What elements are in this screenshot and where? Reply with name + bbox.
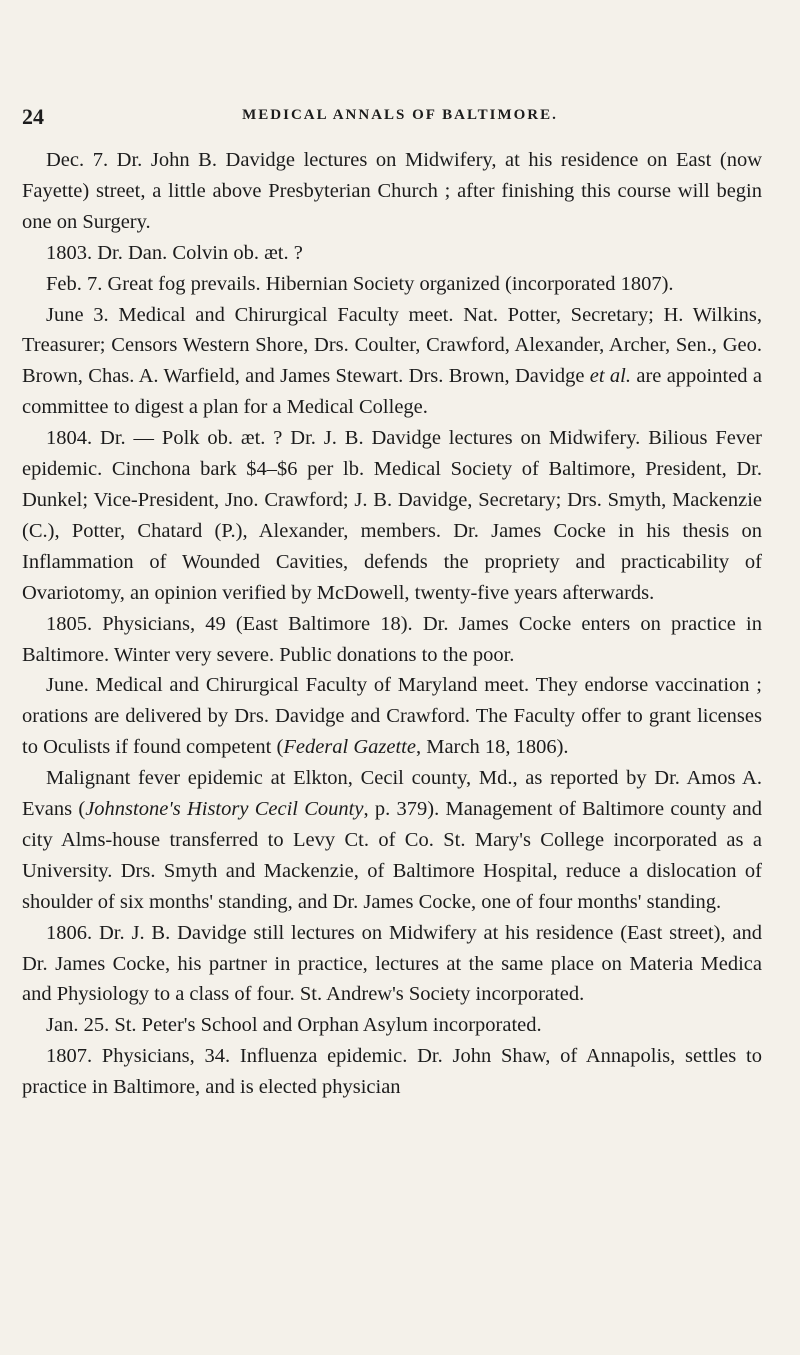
running-head: MEDICAL ANNALS OF BALTIMORE. <box>242 107 558 123</box>
paragraph-feb-7: Feb. 7. Great fog prevails. Hibernian Society organized (incorporated 1807). <box>46 272 674 295</box>
paragraph-dec-7: Dec. 7. Dr. John B. Davidge lectures on Midwifery, at his residence on East (now Fayette) street, a little above Presbyterian Church ; after finishing this course will begin one on Surgery. <box>22 149 762 233</box>
paragraph-1806: 1806. Dr. J. B. Davidge still lectures on Midwifery at his residence (East street), and Dr. James Cocke, his partner in practice, lectures at the same place on Materia Medica and Physiology to a class of four. St. Andrew's Society incorporated. <box>22 921 762 1006</box>
paragraph-1807: 1807. Physicians, 34. Influenza epidemic. Dr. John Shaw, of Annapolis, settles to practice in Baltimore, and is elected physician <box>22 1045 762 1099</box>
body-text <box>22 145 762 1103</box>
paragraph-june: June. Medical and Chirurgical Faculty of Maryland meet. They endorse vaccination ; orations are delivered by Drs. Davidge and Crawford. The Faculty offer to grant licenses to Oculists if found competent (Federal Gazette, March 18, 1806). <box>22 674 762 759</box>
paragraph-1805: 1805. Physicians, 49 (East Baltimore 18). Dr. James Cocke enters on practice in Baltimore. Winter very severe. Public donations to the poor. <box>22 612 762 666</box>
page-number: 24 <box>22 104 44 129</box>
paragraph-malignant-fever: Malignant fever epidemic at Elkton, Cecil county, Md., as reported by Dr. Amos A. Evans (Johnstone's History Cecil County, p. 379). Management of Baltimore county and city Alms-house transferred to Levy Ct. of Co. St. Mary's College incorporated as a University. Drs. Smyth and Mackenzie, of Baltimore Hospital, reduce a dislocation of shoulder of six months' standing, and Dr. James Cocke, one of four months' standing. <box>22 767 762 913</box>
paragraph-june-3: June 3. Medical and Chirurgical Faculty meet. Nat. Potter, Secretary; H. Wilkins, Treasurer; Censors Western Shore, Drs. Coulter, Crawford, Alexander, Archer, Sen., Geo. Brown, Chas. A. Warfield, and James Stewart. Drs. Brown, Davidge et al. are appointed a committee to digest a plan for a Medical College. <box>22 303 762 419</box>
paragraph-1804: 1804. Dr. — Polk ob. æt. ? Dr. J. B. Davidge lectures on Midwifery. Bilious Fever epidemic. Cinchona bark $4–$6 per lb. Medical Society of Baltimore, President, Dr. Dunkel; Vice-President, Jno. Crawford; J. B. Davidge, Secretary; Drs. Smyth, Mackenzie (C.), Potter, Chatard (P.), Alexander, members. Dr. James Cocke in his thesis on Inflammation of Wounded Cavities, defends the propriety and practicability of Ovariotomy, an opinion verified by McDowell, twenty-five years afterwards. <box>22 427 762 604</box>
paragraph-jan-25: Jan. 25. St. Peter's School and Orphan Asylum incorporated. <box>46 1014 542 1037</box>
page-header <box>22 104 778 128</box>
paragraph-1803: 1803. Dr. Dan. Colvin ob. æt. ? <box>46 241 303 264</box>
